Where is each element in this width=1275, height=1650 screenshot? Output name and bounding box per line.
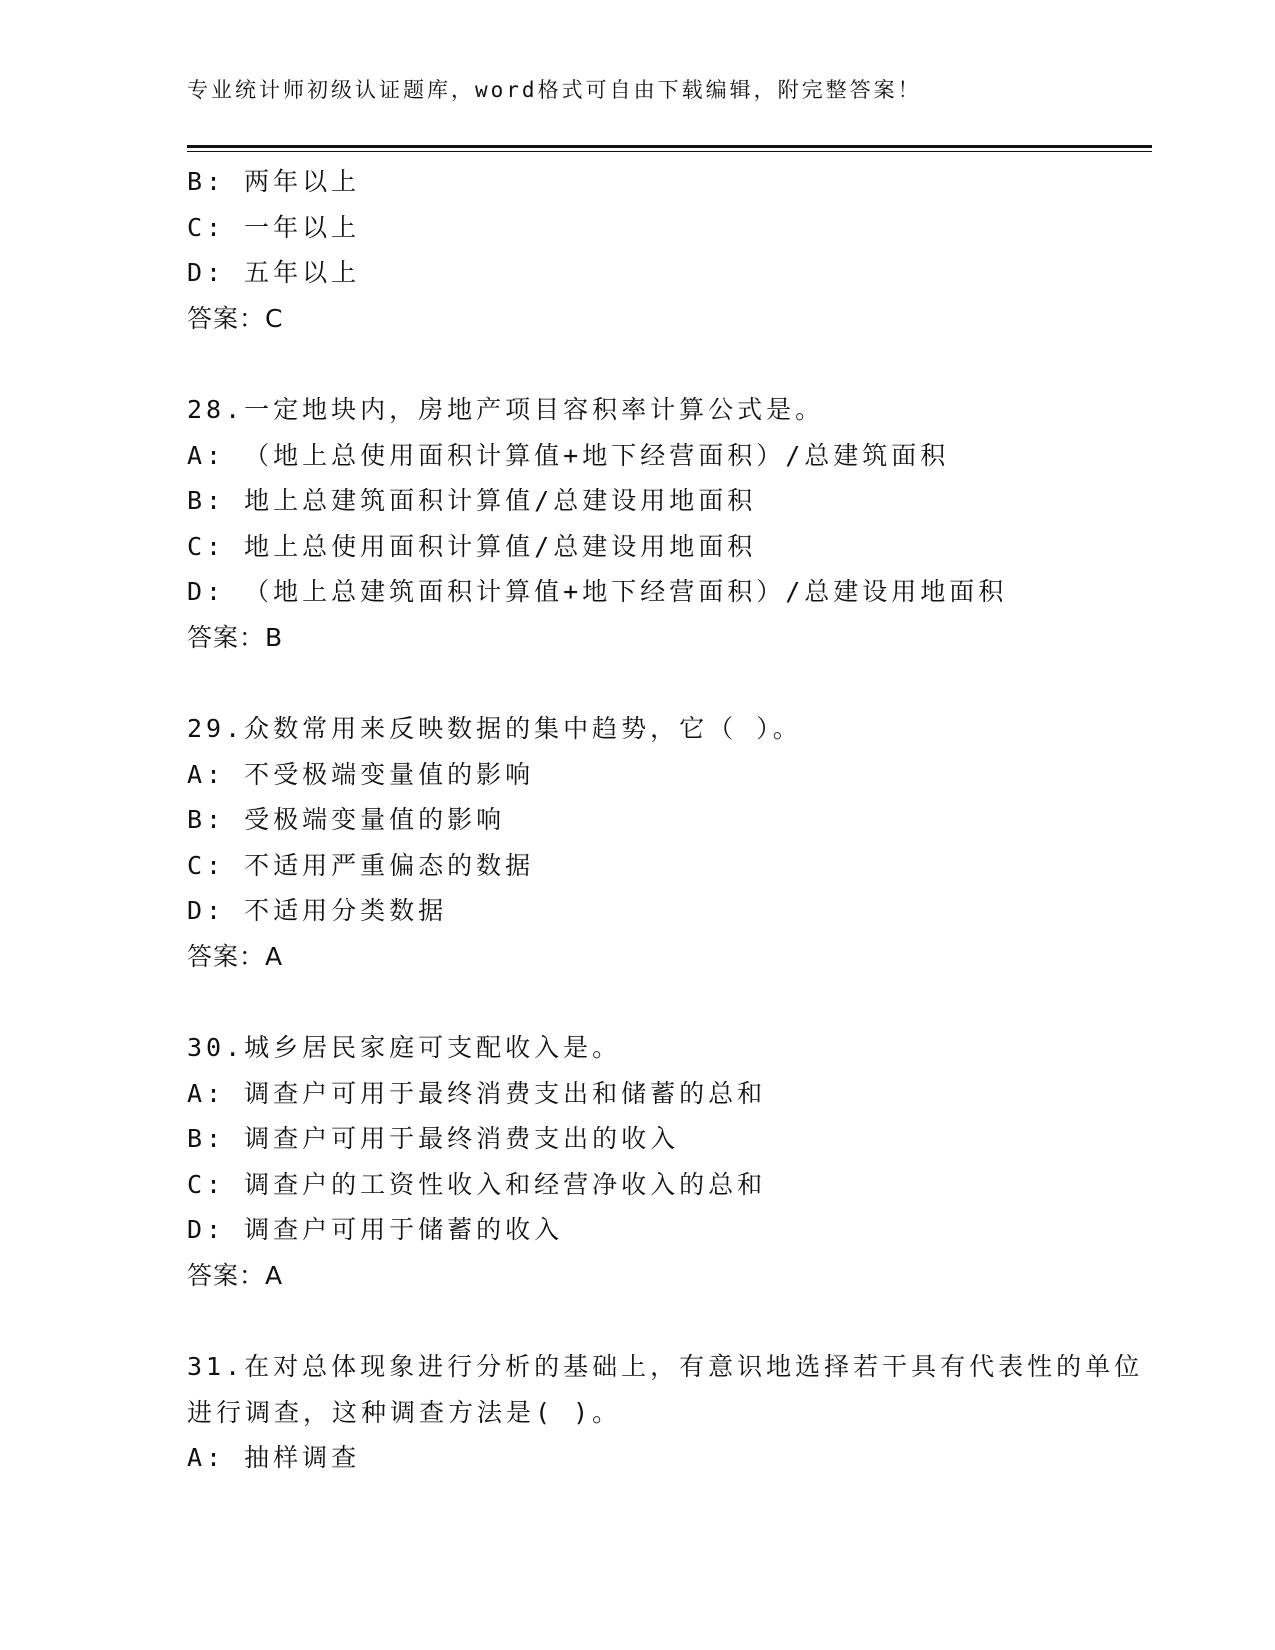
option-c: C: 一年以上 <box>187 212 361 242</box>
header-rule-thin <box>187 151 1152 152</box>
question-28 <box>187 387 1152 660</box>
header-rule-thick <box>187 145 1152 148</box>
option-d: D: 五年以上 <box>187 258 361 287</box>
question-stem: 30.城乡居民家庭可支配收入是。 <box>187 1033 622 1062</box>
question-stem: 28.一定地块内，房地产项目容积率计算公式是。 <box>187 395 825 424</box>
option-a: A: 不受极端变量值的影响 <box>187 759 535 789</box>
answer-line: 答案：B <box>187 622 284 652</box>
option-a: A: 调查户可用于最终消费支出和储蓄的总和 <box>187 1078 767 1108</box>
option-d: D: 不适用分类数据 <box>187 896 448 925</box>
option-a: A: 抽样调查 <box>187 1443 361 1472</box>
answer-line: 答案：A <box>187 941 284 971</box>
answer-line: 答案：A <box>187 1260 284 1290</box>
document-body <box>187 159 1152 1481</box>
option-c: C: 地上总使用面积计算值/总建设用地面积 <box>187 531 757 561</box>
option-b: B: 受极端变量值的影响 <box>187 805 506 834</box>
option-b: B: 地上总建筑面积计算值/总建设用地面积 <box>187 486 757 515</box>
question-stem: 29.众数常用来反映数据的集中趋势，它（ ）。 <box>187 714 802 743</box>
option-b: B: 调查户可用于最终消费支出的收入 <box>187 1124 680 1153</box>
page-header: 专业统计师初级认证题库，word格式可自由下载编辑，附完整答案！ <box>187 78 922 102</box>
option-d: D: 调查户可用于储蓄的收入 <box>187 1215 564 1244</box>
question-31 <box>187 1344 1152 1481</box>
question-stem: 31.在对总体现象进行分析的基础上，有意识地选择若干具有代表性的单位进行调查，这种调查方法是( )。 <box>187 1352 1144 1427</box>
option-a: A: （地上总使用面积计算值+地下经营面积）/总建筑面积 <box>187 440 950 470</box>
question-27-continued <box>187 159 1152 341</box>
option-c: C: 调查户的工资性收入和经营净收入的总和 <box>187 1169 767 1199</box>
option-b: B: 两年以上 <box>187 167 361 196</box>
answer-line: 答案：C <box>187 303 284 333</box>
option-d: D: （地上总建筑面积计算值+地下经营面积）/总建设用地面积 <box>187 577 1008 606</box>
option-c: C: 不适用严重偏态的数据 <box>187 850 535 880</box>
question-29 <box>187 706 1152 979</box>
question-30 <box>187 1025 1152 1298</box>
